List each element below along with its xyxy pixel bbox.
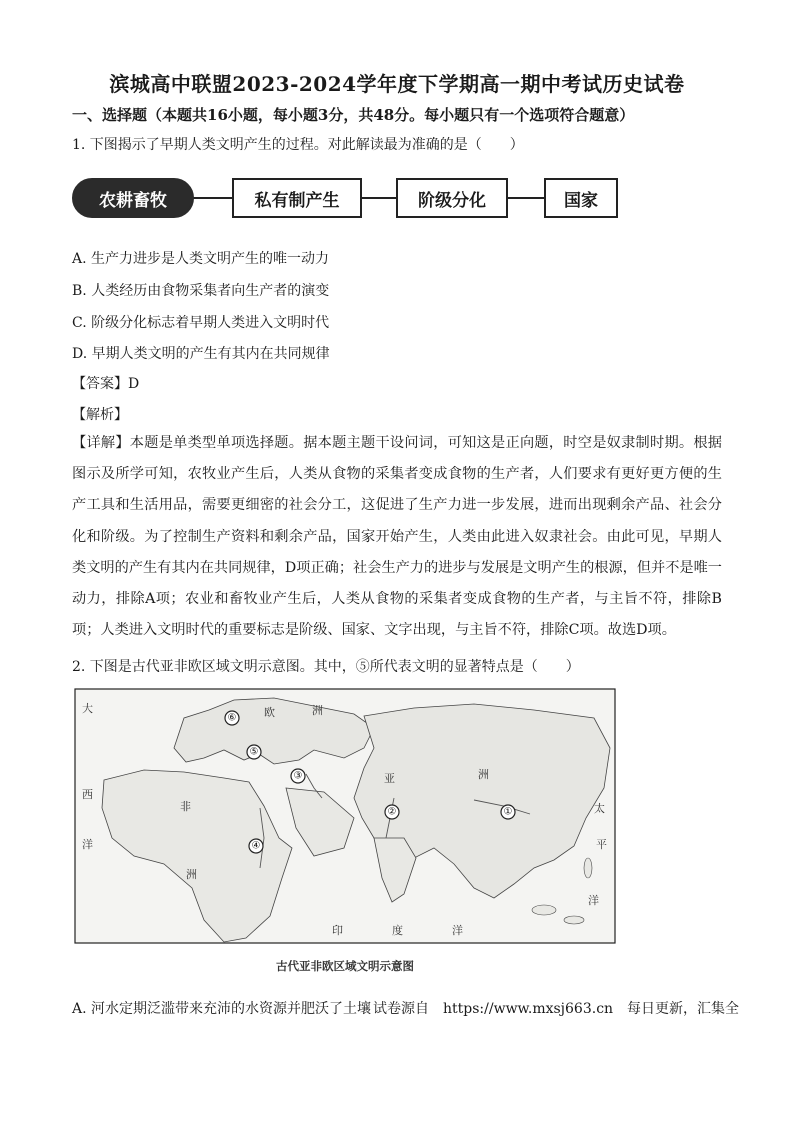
svg-text:④: ④: [251, 840, 261, 852]
map-label: 平: [596, 838, 607, 851]
q2-option-a-text: A. 河水定期泛滥带来充沛的水资源并肥沃了土壤: [72, 1001, 372, 1017]
q1-option-d: D. 早期人类文明的产生有其内在共同规律: [72, 346, 330, 362]
page-title: 滨城高中联盟2023-2024学年度下学期高一期中考试历史试卷: [109, 72, 685, 96]
map-label: 洋: [452, 924, 463, 937]
q1-option-c: C. 阶级分化标志着早期人类进入文明时代: [72, 315, 330, 331]
section-heading: 一、选择题（本题共16小题，每小题3分，共48分。每小题只有一个选项符合题意）: [72, 106, 635, 124]
map-label: 太: [594, 802, 605, 815]
flow-step-private-property: 私有制产生: [232, 178, 362, 218]
flow-step-class-division: 阶级分化: [396, 178, 508, 218]
map-label: 亚: [384, 772, 395, 785]
flow-connector: [192, 197, 232, 199]
map-label: 洲: [312, 704, 323, 717]
map-label: 印: [332, 924, 343, 937]
q1-analysis-label: 【解析】: [72, 407, 128, 423]
civilization-flow-diagram: [72, 176, 632, 222]
marker-4: [249, 839, 263, 853]
q1-option-b: B. 人类经历由食物采集者向生产者的演变: [72, 283, 330, 299]
civilization-map: [74, 688, 616, 944]
island: [584, 858, 592, 878]
svg-text:②: ②: [387, 806, 397, 818]
flow-step-state: 国家: [544, 178, 618, 218]
question-1-stem: 1. 下图揭示了早期人类文明产生的过程。对此解读最为准确的是（ ）: [72, 137, 524, 153]
q1-answer: 【答案】D: [72, 376, 140, 392]
marker-3: [291, 769, 305, 783]
flow-connector: [508, 197, 544, 199]
map-label: 西: [82, 788, 93, 801]
island: [532, 905, 556, 915]
marker-6: [225, 711, 239, 725]
map-label: 洲: [478, 768, 489, 781]
q1-option-a: A. 生产力进步是人类文明产生的唯一动力: [72, 251, 330, 267]
svg-text:⑤: ⑤: [249, 746, 259, 758]
map-caption: 古代亚非欧区域文明示意图: [276, 959, 414, 973]
q2-option-a: [72, 998, 739, 1018]
map-label: 大: [82, 702, 93, 715]
svg-text:⑥: ⑥: [227, 712, 237, 724]
svg-text:③: ③: [293, 770, 303, 782]
svg-text:①: ①: [503, 806, 513, 818]
map-label: 非: [180, 800, 191, 813]
flow-step-farming: 农耕畜牧: [72, 178, 194, 218]
map-label: 洲: [186, 868, 197, 881]
map-label: 洋: [588, 894, 599, 907]
source-watermark: 试卷源自 https://www.mxsj663.cn 每日更新，汇集全: [373, 1001, 740, 1017]
map-label: 度: [392, 924, 403, 937]
question-2-stem: 2. 下图是古代亚非欧区域文明示意图。其中，⑤所代表文明的显著特点是（ ）: [72, 659, 580, 675]
marker-1: [501, 805, 515, 819]
map-label: 欧: [264, 706, 275, 719]
map-label: 洋: [82, 838, 93, 851]
q1-detail: 【详解】本题是单类型单项选择题。据本题主题干设问词，可知这是正向题，时空是奴隶制时期。根据图示及所学可知，农牧业产生后，人类从食物的采集者变成食物的生产者，人们要求有更好更方便的生产工具和生活用品，需要更细密的社会分工，这促进了生产力进一步发展，进而出现剩余产品、社会分化和阶级。为了控制生产资料和剩余产品，国家开始产生，人类由此进入奴隶社会。由此可见，早期人类文明的产生有其内在共同规律，D项正确；社会生产力的进步与发展是文明产生的根源，但并不是唯一动力，排除A项；农业和畜牧业产生后，人类从食物的采集者变成食物的生产者，与主旨不符，排除B项；人类进入文明时代的重要标志是阶级、国家、文字出现，与主旨不符，排除C项。故选D项。: [72, 435, 722, 639]
marker-5: [247, 745, 261, 759]
island: [564, 916, 584, 924]
flow-connector: [362, 197, 398, 199]
marker-2: [385, 805, 399, 819]
